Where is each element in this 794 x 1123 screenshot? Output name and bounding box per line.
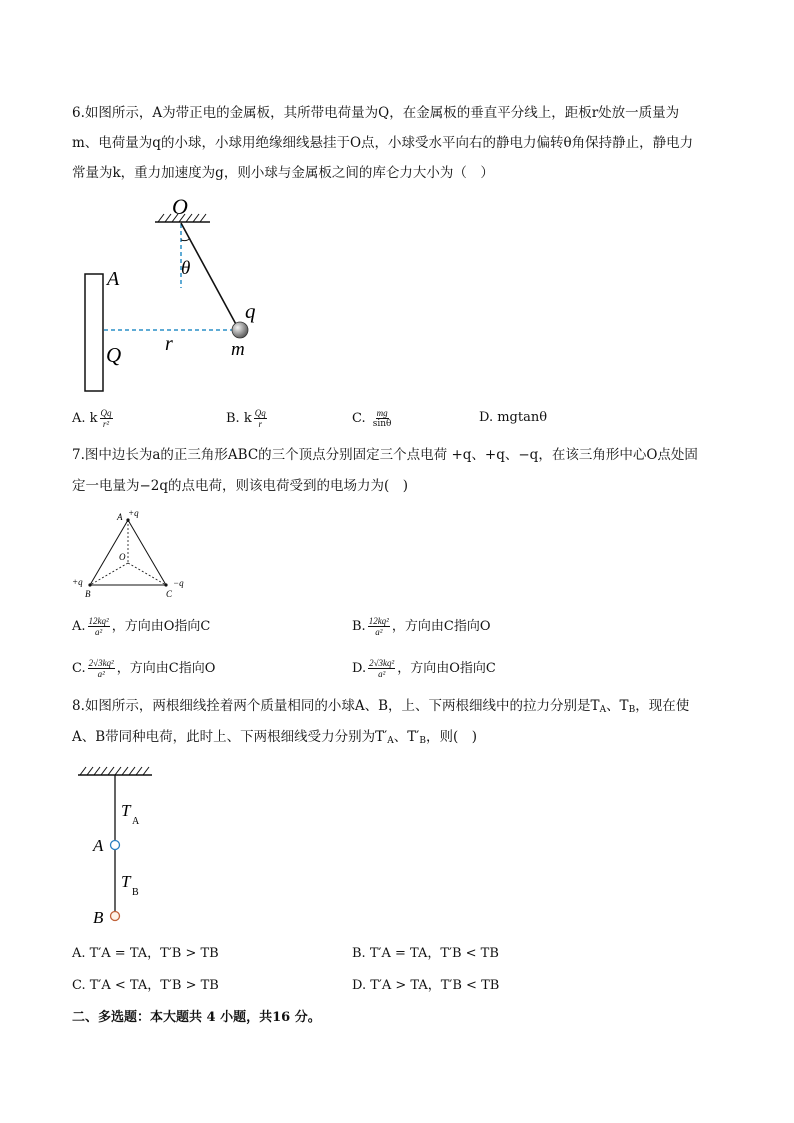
- q6-label-r: r: [165, 333, 173, 355]
- q8-option-c[interactable]: C. T′A < TA，T′B > TB: [72, 978, 219, 993]
- q8-label-a: A: [93, 836, 104, 855]
- q7-label-c: C: [166, 589, 173, 599]
- q7-option-a-text: ，方向由O指向C: [111, 619, 211, 634]
- q7-label-minus-q: −q: [173, 578, 184, 588]
- q6-label-m: m: [231, 339, 245, 360]
- q8-label-tb: T: [121, 872, 131, 891]
- q8-option-a[interactable]: A. T′A = TA，T′B > TB: [72, 946, 219, 961]
- q8-label-b: B: [93, 908, 104, 927]
- q7-option-c-text: ，方向由C指向O: [116, 661, 216, 676]
- q6-label-q: q: [245, 299, 256, 323]
- q6-figure: [70, 192, 290, 402]
- q7-option-b-text: ，方向由C指向O: [391, 619, 491, 634]
- q8-line-2-mid: 、T′: [393, 729, 420, 745]
- section-2-heading: 二、多选题：本大题共 4 小题，共16 分。: [72, 1010, 321, 1025]
- q7-option-d[interactable]: [352, 658, 496, 679]
- q7-option-a-prefix: A.: [72, 619, 86, 634]
- q6-option-b-num: Qq: [254, 408, 266, 418]
- q6-option-c-prefix: C.: [352, 411, 370, 426]
- q7-option-d-num: 2√3kq²: [369, 658, 395, 668]
- q6-line-1: 6.如图所示，A为带正电的金属板，其所带电荷量为Q，在金属板的垂直平分线上，距板r处放一质量为: [72, 105, 680, 121]
- q7-option-c-num: 2√3kq²: [88, 658, 114, 668]
- q6-option-a-num: Qq: [100, 408, 112, 418]
- q8-line-2-text: A、B带同种电荷，此时上、下两根细线受力分别为T′: [72, 729, 388, 745]
- q6-option-b[interactable]: [226, 408, 269, 429]
- q6-label-theta: θ: [181, 258, 191, 279]
- q7-option-a-num: 12kq²: [88, 616, 109, 626]
- q7-line-2: 定一电量为−2q的点电荷，则该电荷受到的电场力为( ): [72, 478, 409, 494]
- q7-option-c-den: a²: [97, 669, 105, 679]
- q7-label-a: A: [117, 512, 123, 522]
- q8-line-1-text: 8.如图所示，两根细线拴着两个质量相同的小球A、B，上、下两根细线中的拉力分别是T: [72, 698, 600, 714]
- q6-option-a[interactable]: [72, 408, 115, 429]
- q6-label-big-q: Q: [106, 343, 122, 367]
- q7-option-b-prefix: B.: [352, 619, 366, 634]
- q6-ball: [232, 322, 248, 338]
- q7-option-b-den: a²: [375, 627, 383, 637]
- q8-figure: [70, 758, 170, 930]
- q8-line-2-sub-a: A: [387, 736, 394, 746]
- q8-line-1-tail: ，现在使: [635, 698, 690, 714]
- q6-option-a-prefix: A. k: [72, 411, 98, 426]
- q8-line-1-sub-b: B: [628, 705, 636, 715]
- q6-option-d[interactable]: D. mgtanθ: [479, 410, 548, 425]
- q7-option-d-text: ，方向由O指向C: [397, 661, 496, 676]
- q7-option-a[interactable]: [72, 616, 210, 637]
- q8-label-tb-sub: B: [132, 887, 139, 898]
- q6-line-3: 常量为k，重力加速度为g，则小球与金属板之间的库仑力大小为（ ）: [72, 165, 494, 181]
- q6-label-a: A: [107, 268, 120, 290]
- q8-option-b[interactable]: B. T′A = TA，T′B < TB: [352, 946, 499, 961]
- q7-option-a-den: a²: [95, 627, 103, 637]
- q7-option-c-prefix: C.: [72, 661, 86, 676]
- q7-line-1: 7.图中边长为a的正三角形ABC的三个顶点分别固定三个点电荷 +q、+q、−q，在该三角形中心O点处固: [72, 447, 698, 463]
- q8-line-2: [72, 727, 477, 751]
- q6-option-c-num: mg: [376, 408, 388, 418]
- q7-figure: [66, 506, 206, 602]
- q6-line-2: m、电荷量为q的小球，小球用绝缘细线悬挂于O点，小球受水平向右的静电力偏转θ角保持静止，静电力: [72, 135, 694, 151]
- q6-option-c-den: sinθ: [372, 419, 392, 429]
- q8-option-d[interactable]: D. T′A > TA，T′B < TB: [352, 978, 500, 993]
- q6-label-o: O: [172, 194, 188, 219]
- q6-option-a-den: r²: [102, 419, 110, 429]
- q8-line-1-mid: 、T: [606, 698, 629, 714]
- q7-label-b: B: [85, 589, 91, 599]
- q7-option-c[interactable]: [72, 658, 215, 679]
- q8-line-2-tail: ，则( ): [425, 729, 477, 745]
- q6-option-b-den: r: [258, 419, 262, 429]
- q7-option-b[interactable]: [352, 616, 491, 637]
- q7-option-d-prefix: D.: [352, 661, 367, 676]
- q6-option-c[interactable]: [352, 408, 394, 429]
- q8-label-ta-sub: A: [132, 816, 140, 827]
- q7-option-b-num: 12kq²: [368, 616, 389, 626]
- q8-ball-b: [111, 912, 120, 921]
- q7-label-plus-q-top: +q: [128, 508, 139, 518]
- q7-label-plus-q-left: +q: [72, 577, 83, 587]
- q8-ball-a: [111, 841, 120, 850]
- q7-option-d-den: a²: [378, 669, 386, 679]
- q8-line-1-sub-a: A: [599, 705, 607, 715]
- q8-line-2-sub-b: B: [419, 736, 426, 746]
- q7-label-o: O: [119, 552, 126, 562]
- q8-line-1: [72, 696, 689, 720]
- q8-label-ta: T: [121, 801, 131, 820]
- q6-option-b-prefix: B. k: [226, 411, 252, 426]
